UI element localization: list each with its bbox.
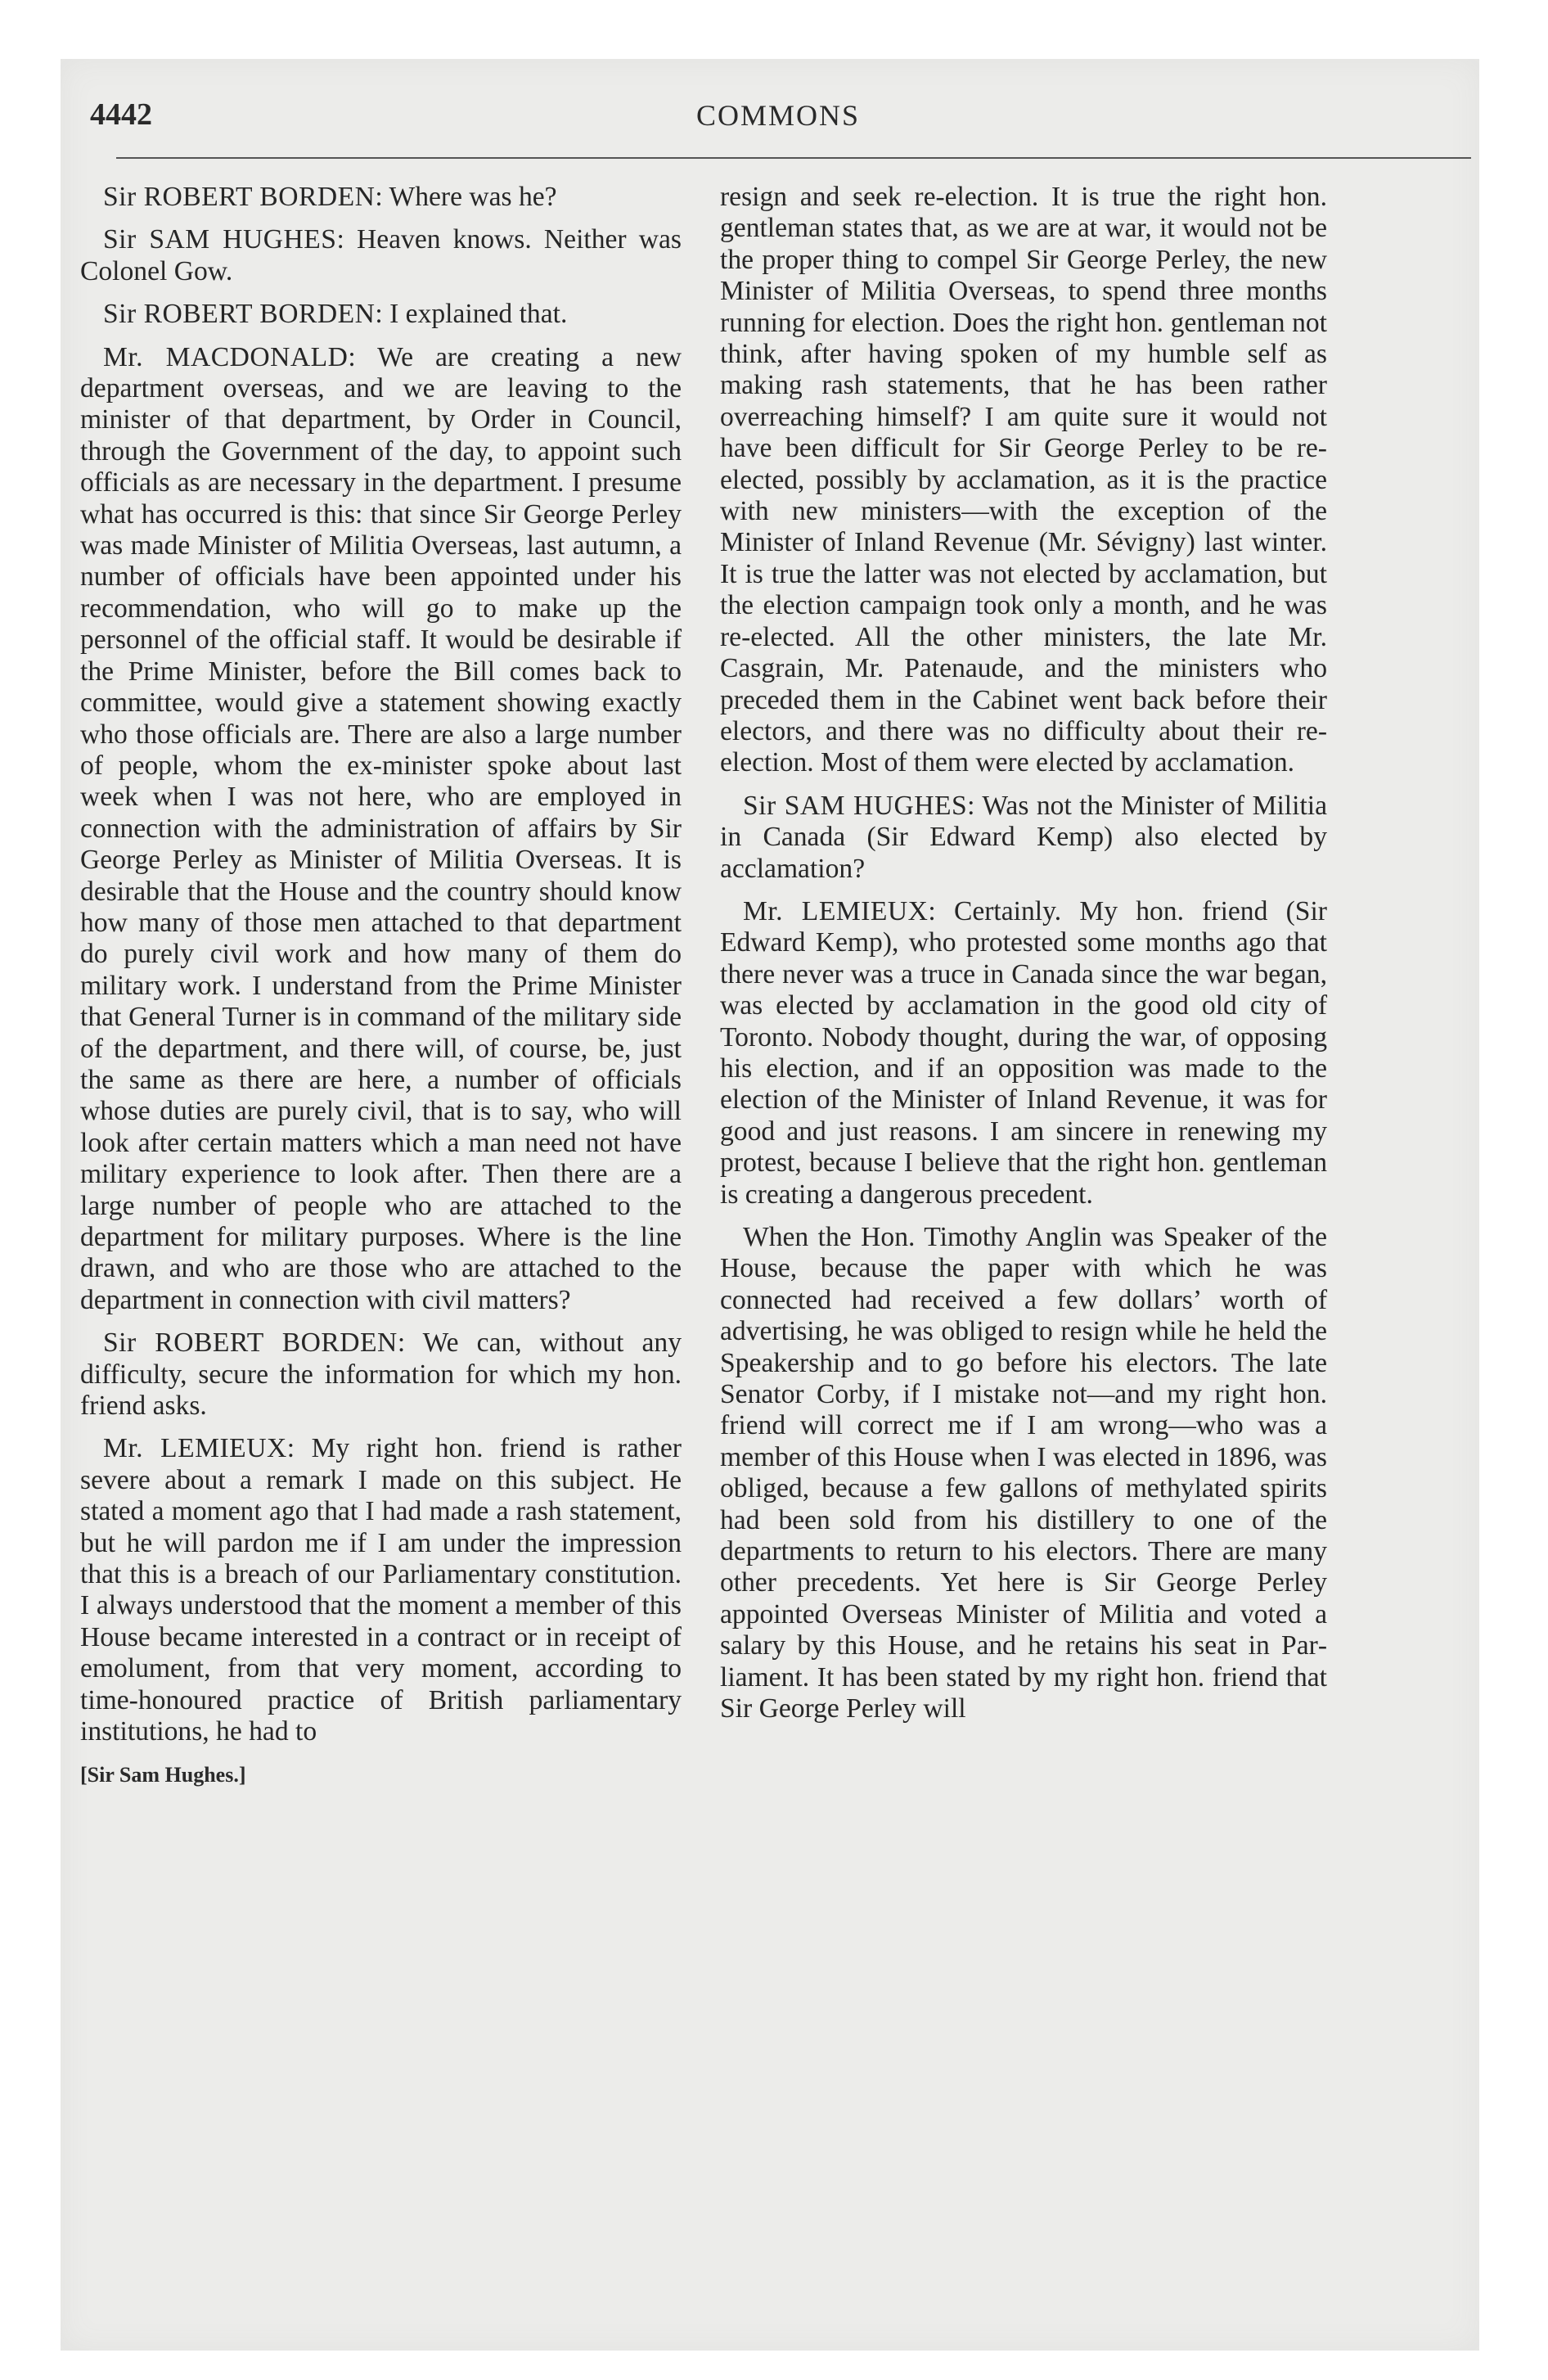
speaker-name: Sir SAM HUGHES	[743, 790, 968, 821]
speaker-name: Sir SAM HUGHES	[103, 224, 337, 255]
paragraph-text: Was not the Minister of Militia in Canada (Sir Edward Kemp) also elected by acclamation?	[720, 790, 1327, 884]
paragraph	[720, 1222, 1327, 1725]
speaker-name: Sir ROBERT BORDEN	[103, 1327, 398, 1359]
paragraph-text: I explained that.	[389, 299, 568, 330]
page-number: 4442	[90, 97, 152, 132]
paragraph: Sir SAM HUGHES: Heaven knows. Neither was Colonel Gow.	[80, 224, 682, 286]
right-column	[720, 182, 1327, 1737]
left-column	[80, 182, 682, 1791]
speaker-name: Mr. LEMIEUX	[743, 895, 929, 926]
paragraph: Sir ROBERT BORDEN: I explained that.	[103, 299, 568, 330]
paragraph-text: My right hon. friend is rather severe about a remark I made on this subject. He stated a moment ago that I had made a rash statement, but he will pardon me if I am under the impression that this is a breach of our Parliamentary constitution. I always understood that the moment a member of this House became interested in a contract or in receipt of emolument, from that very moment, according to time-honoured practice of British parliamentary institutions, he had to	[80, 1433, 682, 1747]
speaker-name: Mr. LEMIEUX	[103, 1433, 287, 1464]
paragraph: Mr. LEMIEUX: My right hon. friend is rather severe about a remark I made on this subject. He stated a moment ago that I had made a rash statement, but he will pardon me if I am under the impression that this is a breach of our Parliamentary constitution. I always understood that the moment a member of this House became interested in a contract or in receipt of emolument, from that very moment, according to time-honoured practice of British parliamentary institutions, he had to	[80, 1433, 682, 1747]
paragraph: Sir ROBERT BORDEN: We can, without any difficulty, secure the information for which my hon. friend asks.	[80, 1327, 682, 1422]
paragraph: Sir SAM HUGHES: Was not the Minister of Militia in Canada (Sir Edward Kemp) also elected by acclamation?	[720, 790, 1327, 884]
page-header	[90, 97, 1466, 146]
speaker-name: Mr. MACDONALD	[103, 341, 349, 372]
paragraph: Sir ROBERT BORDEN: Where was he?	[103, 182, 557, 212]
paragraph-text: When the Hon. Timothy Anglin was Speaker of the House, because the paper with which he was connected had received a few dollars’ worth of advertising, he was obliged to resign while he held the Speakership and to go before his electors. The late Senator Corby, if I mistake not—and my right hon. friend will correct me if I am wrong—who was a member of this House when I was elected in 1896, was obliged, because a few gallons of methylated spirits had been sold from his distillery to one of the departments to return to his electors. There are many other precedents. Yet here is Sir George Perley appointed Overseas Minister of Militia and voted a salary by this House, and he retains his seat in Parliament. It has been stated by my right hon. friend that Sir George Perley will	[720, 1222, 1327, 1724]
header-rule	[116, 157, 1471, 159]
paragraph-text: We can, without any difficulty, secure the information for which my hon. friend asks.	[80, 1327, 682, 1422]
paragraph: Mr. LEMIEUX: Certainly. My hon. friend (Sir Edward Kemp), who protested some months ago that there never was a truce in Canada since the war began, was elected by acclamation in the good old city of Toronto. Nobody thought, during the war, of opposing his election, and if an opposition was made to the election of the Minister of Inland Revenue, it was for good and just reasons. I am sincere in renewing my protest, because I believe that the right hon. gentleman is creating a dangerous precedent.	[720, 895, 1327, 1210]
paragraph-text: We are creating a new department overseas, and we are leaving to the minister of that department, by Order in Council, through the Government of the day, to appoint such officials as are necessary in the department. I presume what has occurred is this: that since Sir George Perley was made Minister of Militia Overseas, last autumn, a number of officials have been appointed under his recommendation, who will go to make up the personnel of the official staff. It would be desirable if the Prime Minister, before the Bill comes back to committee, would give a statement showing exactly who those officials are. There are also a large number of people, whom the ex-minister spoke about last week when I was not here, who are employed in connection with the administration of affairs by Sir George Perley as Minister of Militia Overseas. It is desirable that the House and the country should know how many of those men attached to that department do purely civil work and how many of them do military work. I understand from the Prime Minister that General Turner is in command of the military side of the department, and there will, of course, be, just the same as there are here, a number of officials whose duties are purely civil, that is to say, who will look after certain matters which a man need not have military experience to look after. Then there are a large number of people who are attached to the department for military purposes. Where is the line drawn, and who are those who are attached to the department in connection with civil matters?	[80, 341, 682, 1315]
paragraph: Mr. MACDONALD: We are creating a new department overseas, and we are leaving to the minister of that department, by Order in Council, through the Government of the day, to appoint such officials as are necessary in the department. I presume what has occurred is this: that since Sir George Perley was made Minister of Militia Overseas, last autumn, a number of officials have been appointed under his recommendation, who will go to make up the personnel of the official staff. It would be desirable if the Prime Minister, before the Bill comes back to committee, would give a statement showing exactly who those officials are. There are also a large number of people, whom the ex-minister spoke about last week when I was not here, who are employed in connection with the administration of affairs by Sir George Perley as Minister of Militia Overseas. It is desirable that the House and the country should know how many of those men attached to that department do purely civil work and how many of them do military work. I understand from the Prime Minister that General Turner is in command of the military side of the department, and there will, of course, be, just the same as there are here, a number of officials whose duties are purely civil, that is to say, who will look after certain matters which a man need not have military experience to look after. Then there are a large number of people who are attached to the department for military purposes. Where is the line drawn, and who are those who are attached to the department in connection with civil matters?	[80, 341, 682, 1315]
paragraph-text: Heaven knows. Neither was Colonel Gow.	[80, 224, 682, 286]
running-head: COMMONS	[695, 99, 861, 132]
footer-note: [Sir Sam Hughes.]	[80, 1762, 246, 1787]
speaker-name: Sir ROBERT BORDEN	[103, 299, 376, 330]
paragraph-text: resign and seek re-election. It is true the right hon. gentleman states that, as we are at war, it would not be the proper thing to compel Sir George Perley, the new Minister of Militia Overseas, to spend three months running for election. Does the right hon. gentleman not think, after having spoken of my humble self as making rash statements, that he has been rather overreaching himself? I am quite sure it would not have been difficult for Sir George Perley to be re-elected, possibly by acclamation, as it is the practice with new ministers—with the exception of the Minister of Inland Revenue (Mr. Sévigny) last winter. It is true the latter was not elected by acclamation, but the election campaign took only a month, and he was re-elected. All the other ministers, the late Mr. Casgrain, Mr. Patenaude, and the ministers who preceded them in the Cabinet went back before their electors, and there was no difficulty about their re-election. Most of them were elected by acclamation.	[720, 182, 1327, 778]
paragraph-text: Where was he?	[389, 182, 557, 212]
paragraph-text: Certainly. My hon. friend (Sir Edward Kemp), who protested some months ago that there never was a truce in Canada since the war began, was elected by acclamation in the good old city of Toronto. Nobody thought, during the war, of opposing his election, and if an opposition was made to the election of the Minister of Inland Revenue, it was for good and just reasons. I am sincere in renewing my protest, because I believe that the right hon. gentleman is creating a dangerous precedent.	[720, 895, 1327, 1210]
speaker-name: Sir ROBERT BORDEN	[103, 182, 376, 212]
paragraph	[720, 182, 1327, 779]
